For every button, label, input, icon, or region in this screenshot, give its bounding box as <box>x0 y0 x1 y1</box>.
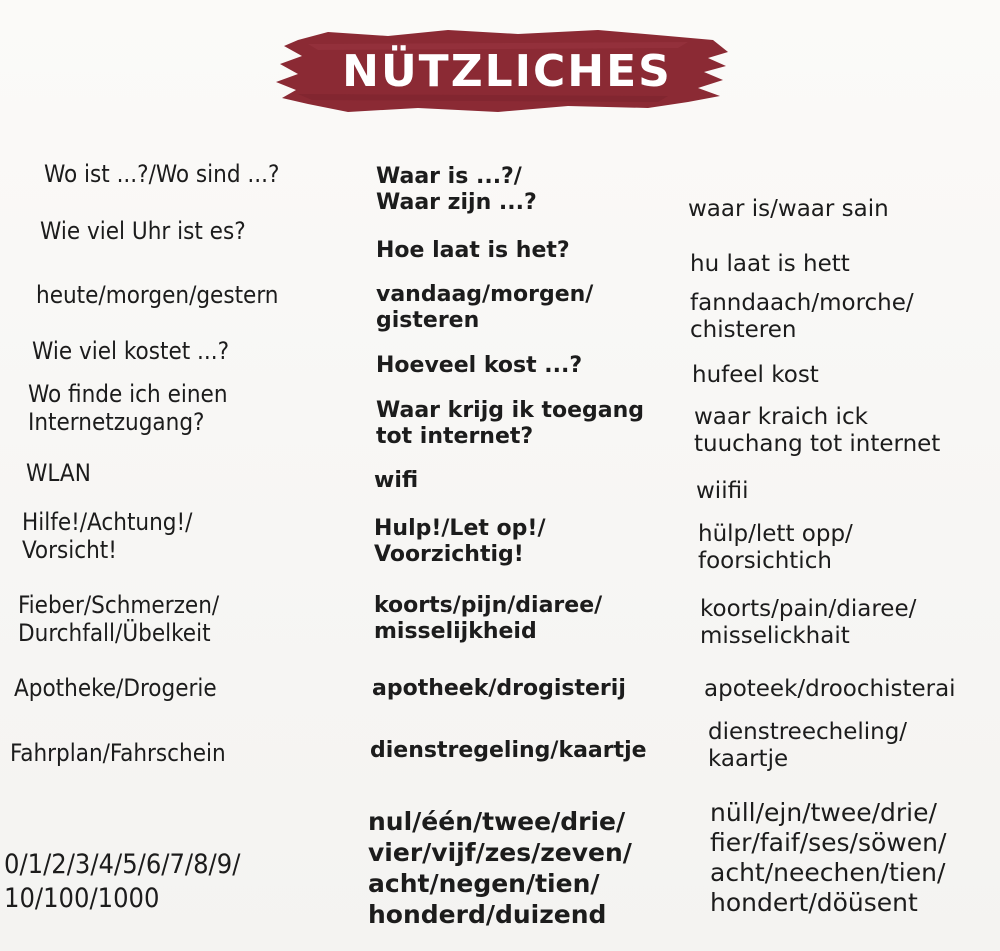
dutch-phrase: dienstregeling/kaartje <box>370 738 647 763</box>
german-phrase: Wo ist ...?/Wo sind ...? <box>44 160 280 188</box>
german-phrase: Wie viel Uhr ist es? <box>40 217 246 245</box>
pronunciation: dienstreecheling/ kaartje <box>708 719 908 773</box>
pronunciation: nüll/ejn/twee/drie/ fier/faif/ses/söwen/ acht/neechen/tien/ hondert/döüsent <box>710 798 947 917</box>
pronunciation: fanndaach/morche/ chisteren <box>690 290 914 344</box>
dutch-phrase: nul/één/twee/drie/ vier/vijf/zes/zeven/ acht/negen/tien/ honderd/duizend <box>368 807 632 929</box>
dutch-phrase: Hoe laat is het? <box>376 238 570 263</box>
pronunciation: hu laat is hett <box>690 251 850 277</box>
german-phrase: Hilfe!/Achtung!/ Vorsicht! <box>22 508 193 565</box>
german-phrase: Wie viel kostet ...? <box>32 337 230 365</box>
pronunciation: wiifii <box>696 478 749 504</box>
dutch-phrase: wifi <box>374 468 419 493</box>
german-phrase: Fieber/Schmerzen/ Durchfall/Übelkeit <box>18 591 220 648</box>
dutch-phrase: apotheek/drogisterij <box>372 676 626 701</box>
pronunciation: koorts/pain/diaree/ misselickhait <box>700 596 917 650</box>
german-phrase: 0/1/2/3/4/5/6/7/8/9/ 10/100/1000 <box>4 849 241 914</box>
german-phrase: Fahrplan/Fahrschein <box>10 739 226 767</box>
dutch-phrase: Waar krijg ik toegang tot internet? <box>376 398 645 449</box>
pronunciation: hufeel kost <box>692 362 819 388</box>
german-phrase: Apotheke/Drogerie <box>14 674 217 702</box>
pronunciation: hülp/lett opp/ foorsichtich <box>698 521 853 575</box>
german-phrase: Wo finde ich einen Internetzugang? <box>28 380 228 437</box>
title-banner <box>268 22 738 120</box>
dutch-phrase: Hulp!/Let op!/ Voorzichtig! <box>374 516 546 567</box>
pronunciation: waar is/waar sain <box>688 196 889 222</box>
page-title: NÜTZLICHES <box>342 45 672 97</box>
dutch-phrase: Waar is ...?/ Waar zijn ...? <box>376 164 537 215</box>
dutch-phrase: Hoeveel kost ...? <box>376 353 583 378</box>
pronunciation: apoteek/droochisterai <box>704 676 956 702</box>
pronunciation: waar kraich ick tuuchang tot internet <box>694 404 941 458</box>
dutch-phrase: vandaag/morgen/ gisteren <box>376 282 594 333</box>
german-phrase: heute/morgen/gestern <box>36 281 279 309</box>
german-phrase: WLAN <box>26 459 91 487</box>
dutch-phrase: koorts/pijn/diaree/ misselijkheid <box>374 593 603 644</box>
